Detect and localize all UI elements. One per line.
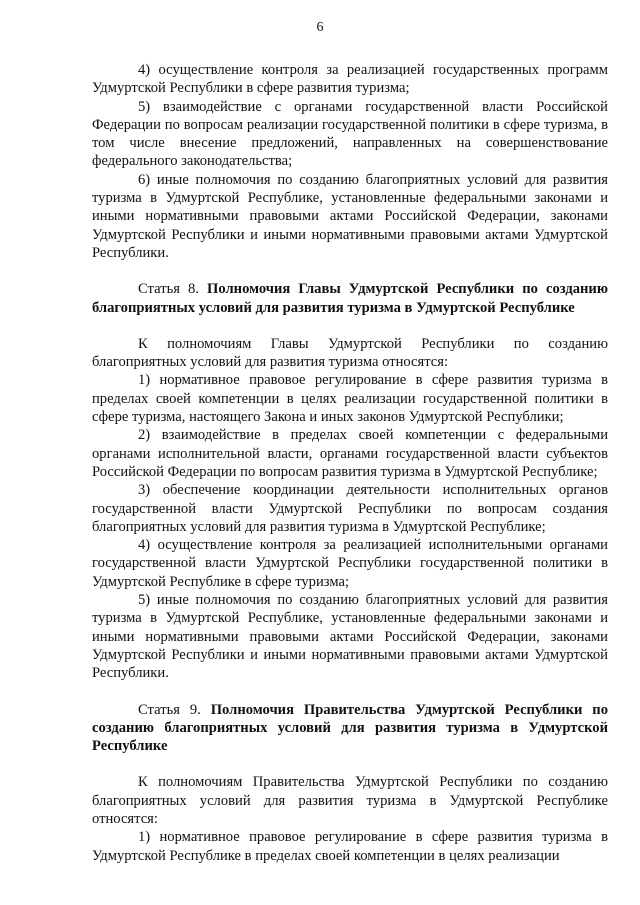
page-number: 6 xyxy=(316,20,324,35)
paragraph: 5) взаимодействие с органами государственной власти Российской Федерации по вопросам реализации государственной политики в сфере туризма, в том числе внесение предложений, направленных на совершенствование федерального законодательства; xyxy=(92,98,608,170)
article-9-heading xyxy=(92,701,608,756)
paragraph: 5) иные полномочия по созданию благоприятных условий для развития туризма в Удмуртской Республике, установленные федеральными законами и иными нормативными правовыми актами Российской Федерации, законами Удмуртской Республики и иными нормативными правовыми актами Удмуртской Республики. xyxy=(92,592,608,682)
paragraph: 1) нормативное правовое регулирование в сфере развития туризма в Удмуртской Республике в пределах своей компетенции в целях реализации xyxy=(92,829,608,864)
paragraph: 4) осуществление контроля за реализацией исполнительными органами государственной власти Удмуртской Республики государственной политики в Удмуртской Республике в сфере туризма; xyxy=(92,537,608,590)
paragraph: 1) нормативное правовое регулирование в сфере развития туризма в пределах своей компетенции в целях реализации государственной политики в сфере туризма, настоящего Закона и иных законов Удмуртской Республики; xyxy=(92,372,608,426)
paragraph: 2) взаимодействие в пределах своей компетенции с федеральными органами исполнительной власти, органами государственной власти субъектов Российской Федерации по вопросам развития туризма в Удмуртской Республике; xyxy=(92,427,608,480)
article-9-prefix: Статья 9. xyxy=(138,701,201,718)
paragraph: 4) осуществление контроля за реализацией государственных программ Удмуртской Республики в сфере развития туризма; xyxy=(92,62,608,97)
article-8-heading xyxy=(92,280,608,317)
paragraph: 3) обеспечение координации деятельности исполнительных органов государственной власти Удмуртской Республики по вопросам создания благоприятных условий для развития туризма в Удмуртской Республике; xyxy=(92,482,608,535)
article-8-intro: К полномочиям Главы Удмуртской Республики по созданию благоприятных условий для развития туризма относятся: xyxy=(92,335,608,371)
article-8-title: Полномочия Главы Удмуртской Республики по созданию благоприятных условий для развития туризма в Удмуртской Республике xyxy=(92,281,608,316)
paragraph: 6) иные полномочия по созданию благоприятных условий для развития туризма в Удмуртской Республике, установленные федеральными законами и иными нормативными правовыми актами Российской Федерации, законами Удмуртской Республики и иными нормативными правовыми актами Удмуртской Республики. xyxy=(92,171,608,261)
article-9-title: Полномочия Правительства Удмуртской Республики по созданию благоприятных условий для развития туризма в Удмуртской Республике xyxy=(92,701,609,755)
article-9-intro: К полномочиям Правительства Удмуртской Республики по созданию благоприятных условий для развития туризма в Удмуртской Республике относятся: xyxy=(92,774,608,827)
page-content xyxy=(92,61,608,865)
article-8-prefix: Статья 8. xyxy=(138,281,199,298)
